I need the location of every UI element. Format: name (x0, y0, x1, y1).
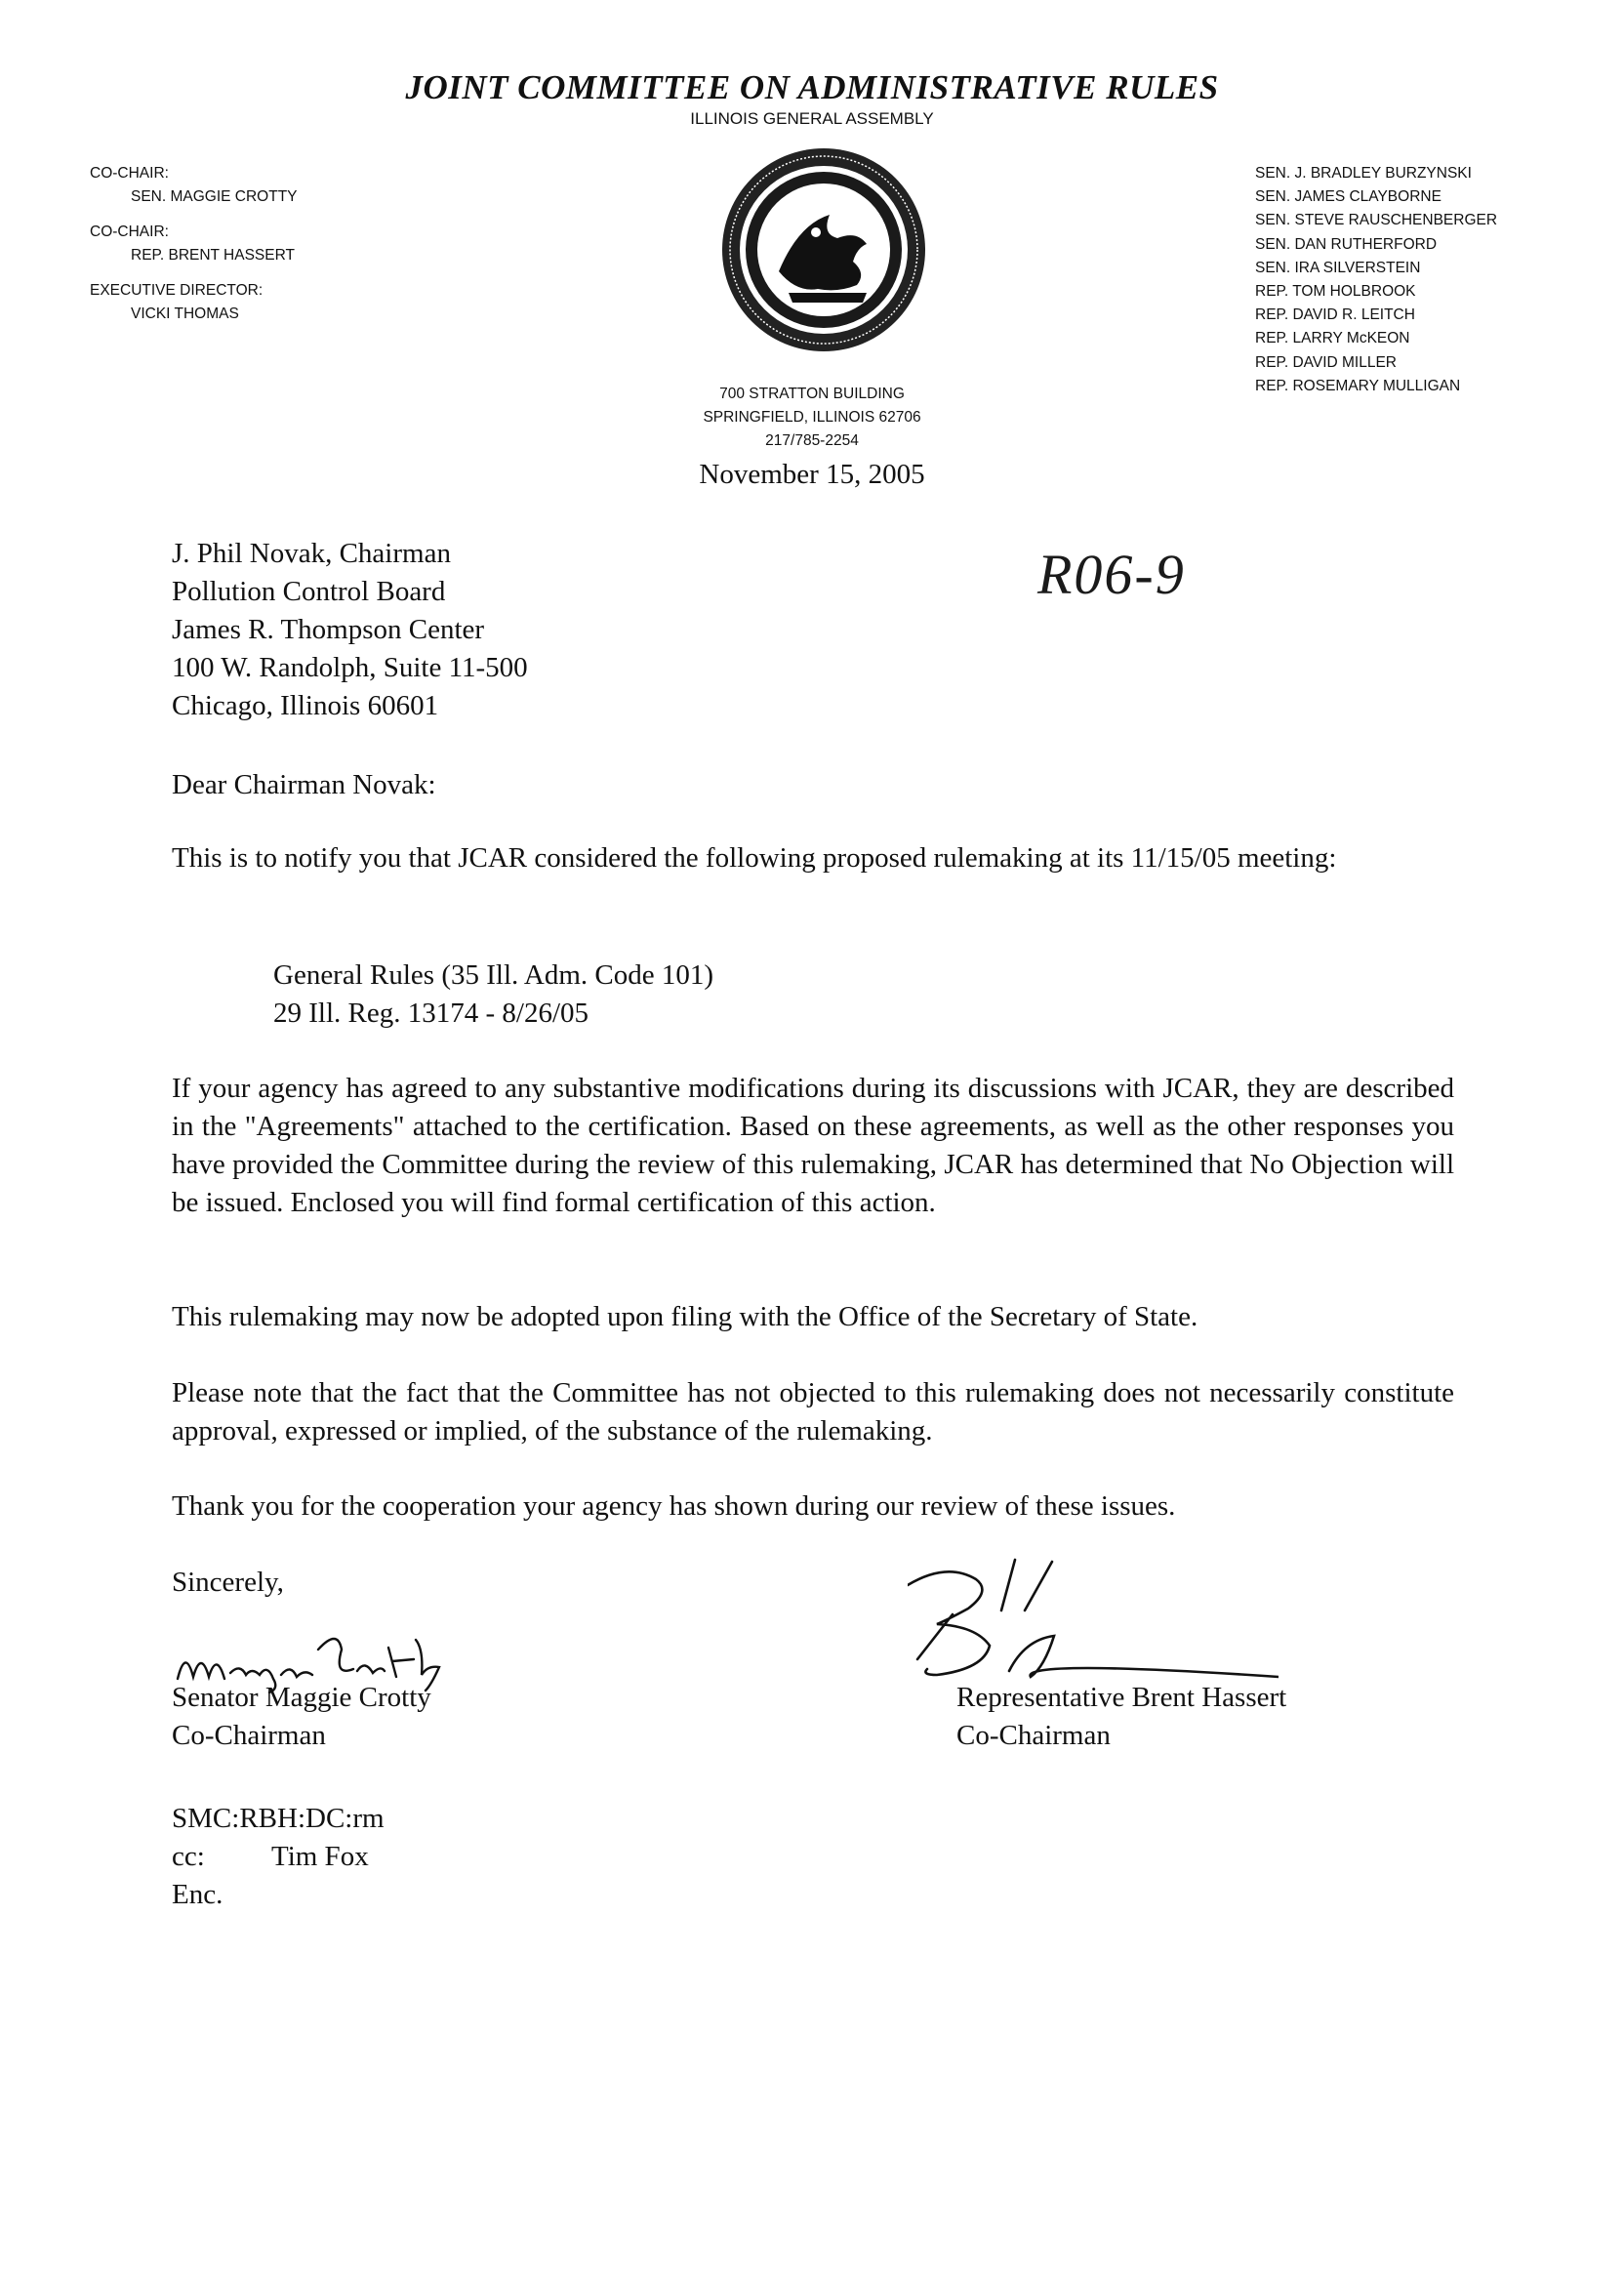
reference-line: 29 Ill. Reg. 13174 - 8/26/05 (273, 998, 589, 1029)
rulemaking-reference (273, 957, 713, 1033)
cc-name: Tim Fox (271, 1841, 369, 1872)
recipient-line: James R. Thompson Center (172, 614, 485, 645)
member-name: REP. LARRY McKEON (1255, 330, 1410, 347)
signatory-title: Co-Chairman (172, 1720, 326, 1751)
reference-line: General Rules (35 Ill. Adm. Code 101) (273, 959, 714, 991)
body-paragraph: This rulemaking may now be adopted upon filing with the Office of the Secretary of State. (172, 1301, 1198, 1332)
address-phone: 217/785-2254 (765, 432, 859, 449)
letter-date: November 15, 2005 (699, 459, 925, 490)
recipient-block (172, 535, 528, 725)
address-line: SPRINGFIELD, ILLINOIS 62706 (703, 409, 921, 426)
reference-initials: SMC:RBH:DC:rm (172, 1803, 385, 1834)
officer-role: EXECUTIVE DIRECTOR: (90, 282, 264, 299)
cc-line (172, 1838, 385, 1876)
body-paragraph: Please note that the fact that the Committee has not objected to this rulemaking does not necessarily constitute approval, expressed or implied, of the substance of the rulemaking. (172, 1377, 1454, 1447)
member-name: SEN. STEVE RAUSCHENBERGER (1255, 212, 1498, 229)
recipient-line: J. Phil Novak, Chairman (172, 538, 451, 569)
handwritten-docket-note: R06-9 (1037, 543, 1186, 606)
member-name: SEN. DAN RUTHERFORD (1255, 235, 1438, 253)
cc-label: cc: (172, 1841, 205, 1872)
state-seal-icon (720, 146, 927, 353)
office-address (0, 383, 1624, 453)
recipient-line: 100 W. Randolph, Suite 11-500 (172, 652, 528, 683)
address-line: 700 STRATTON BUILDING (719, 386, 905, 402)
letterhead-subtitle: ILLINOIS GENERAL ASSEMBLY (690, 109, 934, 128)
member-name: REP. TOM HOLBROOK (1255, 283, 1416, 301)
member-name: SEN. IRA SILVERSTEIN (1255, 259, 1421, 276)
officer-name: REP. BRENT HASSERT (131, 247, 295, 264)
member-name: REP. DAVID R. LEITCH (1255, 306, 1415, 324)
member-name: SEN. JAMES CLAYBORNE (1255, 188, 1441, 206)
officers-list (90, 162, 298, 338)
member-name: REP. ROSEMARY MULLIGAN (1255, 377, 1461, 394)
closing: Sincerely, (172, 1567, 284, 1598)
officer-name: VICKI THOMAS (131, 306, 239, 322)
recipient-line: Pollution Control Board (172, 576, 446, 607)
body-paragraph: This is to notify you that JCAR considered the following proposed rulemaking at its 11/15/05 meeting: (172, 842, 1337, 874)
officer-role: CO-CHAIR: (90, 165, 169, 182)
officer-name: SEN. MAGGIE CROTTY (131, 188, 298, 205)
letterhead-title: JOINT COMMITTEE ON ADMINISTRATIVE RULES (405, 68, 1219, 106)
enclosure-note: Enc. (172, 1879, 223, 1910)
signatory-name: Representative Brent Hassert (956, 1682, 1287, 1713)
recipient-line: Chicago, Illinois 60601 (172, 690, 439, 721)
signatory-title: Co-Chairman (956, 1720, 1111, 1751)
member-name: REP. DAVID MILLER (1255, 353, 1398, 371)
body-paragraph: If your agency has agreed to any substantive modifications during its discussions with JCAR, they are described in the "Agreements" attached to the certification. Based on these agreements, as well as the other responses you have provided the Committee during the review of this rulemaking, JCAR has determined that No Objection will be issued. Enclosed you will find formal certification of this action. (172, 1073, 1454, 1218)
letter-footer (172, 1800, 385, 1914)
right-signature-block (956, 1679, 1286, 1755)
officer-role: CO-CHAIR: (90, 224, 169, 240)
left-signature-block (172, 1679, 431, 1755)
signatory-name: Senator Maggie Crotty (172, 1682, 431, 1713)
member-name: SEN. J. BRADLEY BURZYNSKI (1255, 165, 1472, 182)
members-list (1255, 162, 1497, 398)
body-paragraph: Thank you for the cooperation your agency has shown during our review of these issues. (172, 1490, 1176, 1522)
salutation: Dear Chairman Novak: (172, 769, 436, 800)
